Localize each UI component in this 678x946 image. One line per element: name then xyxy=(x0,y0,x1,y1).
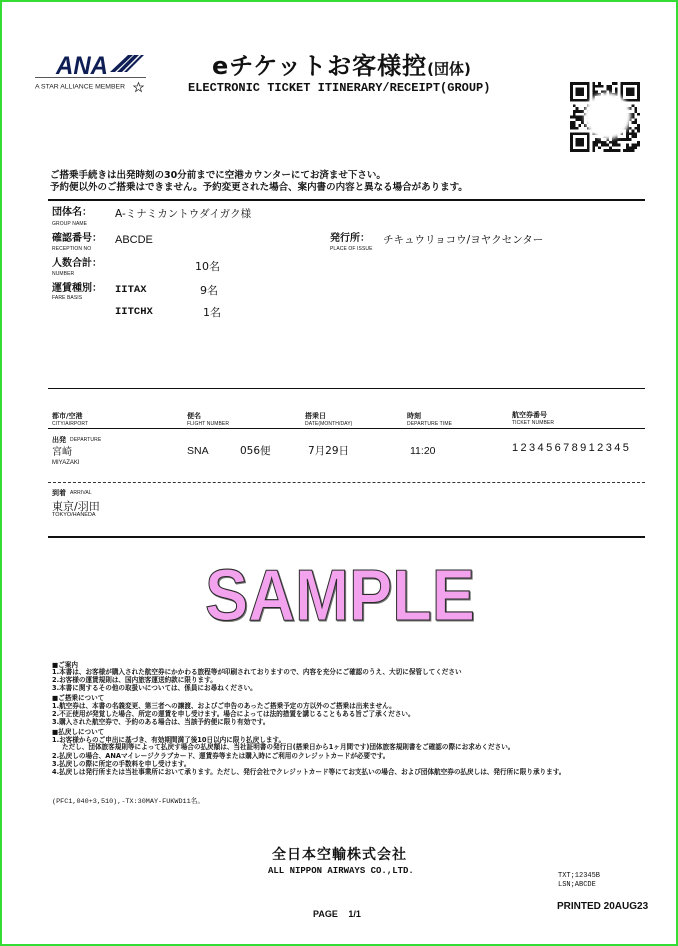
notice-line-2: 予約便以外のご搭乗はできません。予約変更された場合、案内書の内容と異なる場合があります。 xyxy=(50,182,468,193)
divider-bottom xyxy=(48,536,645,538)
notes-refund-line-4: 4.払戻しは発行所または当社事業所において承ります。ただし、発行会社でクレジットカード等にてお支払いの場合、および団体航空券の払戻しは、発行所に限り承ります。 xyxy=(52,768,566,776)
number-value: 10名 xyxy=(195,259,220,273)
departure-city-en: MIYAZAKI xyxy=(52,460,80,466)
col-header-time-en: DEPARTURE TIME xyxy=(407,420,453,427)
txt-code: TXT;12345B xyxy=(558,871,601,880)
col-header-city: 都市/空港 xyxy=(52,411,83,420)
notes-info-line-3: 3.本書に関するその他の取扱いについては、係員にお尋ねください。 xyxy=(52,684,257,692)
document-title xyxy=(212,54,471,78)
col-header-ticket: 航空券番号 xyxy=(512,410,547,419)
ana-wing-mark xyxy=(110,55,144,72)
company-name-en: ALL NIPPON AIRWAYS CO.,LTD. xyxy=(268,865,414,876)
notes-refund-line-3: 3.払戻しの際に所定の手数料を申し受けます。 xyxy=(52,760,191,768)
notes-info-line-1: 1.本書は、お客様が購入された航空券にかかわる旅程等が印刷されておりますので、内容を充分にご確認のうえ、大切に保管してください xyxy=(52,668,462,676)
ana-logo xyxy=(34,50,150,96)
fare-basis-count-2: 1名 xyxy=(203,305,221,319)
group-name-label: 団体名： xyxy=(52,207,92,218)
title-english: ELECTRONIC TICKET ITINERARY/RECEIPT(GROUP) xyxy=(188,81,491,95)
notes-refund-line-1: 1.お客様からのご申出に基づき、有効期間満了後10日以内に限り払戻します。 xyxy=(52,736,286,744)
notes-refund-line-1b: ただし、団体旅客規則等によって払戻す場合の払戻額は、当社証明書の発行日(搭乗日から1ヶ月間です)団体旅客規則書をご確認の際にお求めください。 xyxy=(62,743,515,751)
table-header-line xyxy=(48,428,645,429)
col-header-date-en: DATE(MONTH/DAY) xyxy=(305,420,353,427)
company-name-ja: 全日本空輸株式会社 xyxy=(272,847,407,863)
notes-refund-line-2: 2.払戻しの場合、ANAマイレージクラブカード、運賃券等または購入時にご利用のクレジットカードが必要です。 xyxy=(52,752,390,760)
number-label-en: NUMBER xyxy=(52,271,75,277)
title-main: eチケットお客様控 xyxy=(212,52,428,80)
flight-number: 056便 xyxy=(240,445,271,457)
fare-basis-code-1: IITAX xyxy=(115,284,147,296)
arrival-city: 東京/羽田 xyxy=(52,499,100,513)
segment-divider xyxy=(48,482,645,483)
place-of-issue-value: チキュウリョコウ/ヨヤクセンター xyxy=(383,234,544,246)
notice-line-1: ご搭乗手続きは出発時刻の30分前までに空港カウンターにてお済ませ下さい。 xyxy=(50,170,386,181)
qr-privacy-blur xyxy=(584,93,630,139)
arrival-city-en: TOKYO/HANEDA xyxy=(52,512,96,518)
fare-basis-label-en: FARE BASIS xyxy=(52,295,83,301)
reception-no-value: ABCDE xyxy=(115,233,153,246)
fare-basis-count-1: 9名 xyxy=(200,283,218,297)
sample-text: SAMPLE xyxy=(205,556,475,636)
col-header-city-en: CITY/AIRPORT xyxy=(52,420,89,427)
place-of-issue-label: 発行所： xyxy=(330,233,370,244)
number-label: 人数合計： xyxy=(52,258,102,269)
departure-city: 宮崎 xyxy=(52,447,72,458)
reception-no-label-en: RECEPTION NO xyxy=(52,246,92,252)
col-header-time: 時刻 xyxy=(407,411,421,420)
notes-boarding-line-3: 3.購入された航空券で、予約のある場合は、当該予約便に限り有効です。 xyxy=(52,718,270,726)
notes-info-line-2: 2.お客様の運賃規則は、国内旅客運送約款に限ります。 xyxy=(52,676,217,684)
sample-watermark xyxy=(198,556,488,636)
departure-label-en: DEPARTURE xyxy=(70,437,102,443)
star-alliance-icon xyxy=(134,83,144,92)
departure-time: 11:20 xyxy=(410,445,436,457)
fare-calculation: (PFC1,040+3,510),-TX:30MAY-FUKWD11名。 xyxy=(52,797,205,806)
carrier-code: SNA xyxy=(187,445,209,457)
lsn-code: LSN;ABCDE xyxy=(558,880,596,889)
group-name-value: A-ミナミカントウダイガク様 xyxy=(115,208,252,220)
flight-date: 7月29日 xyxy=(308,445,350,457)
reception-no-label: 確認番号： xyxy=(52,233,102,244)
notes-heading-info: ■ご案内 xyxy=(52,661,79,669)
fare-basis-code-2: IITCHX xyxy=(115,306,153,318)
notes-boarding-line-2: 2.不正使用が発覚した場合、所定の運賃を申し受けます。場合によっては法的措置を講じることもある旨ご了承ください。 xyxy=(52,710,415,718)
ticket-number: 12345678912345 xyxy=(512,441,632,454)
departure-label: 出発 xyxy=(52,435,66,444)
ana-logo-text: ANA xyxy=(55,52,108,80)
printed-date: PRINTED 20AUG23 xyxy=(557,901,649,912)
group-name-label-en: GROUP NAME xyxy=(52,220,88,227)
title-sub: (団体) xyxy=(427,60,471,78)
fare-basis-label: 運賃種別： xyxy=(52,283,102,294)
place-of-issue-label-en: PLACE OF ISSUE xyxy=(330,246,373,252)
col-header-ticket-en: TICKET NUMBER xyxy=(512,419,555,426)
page-number: PAGE 1/1 xyxy=(313,908,361,919)
divider-middle xyxy=(48,388,645,389)
notes-heading-refund: ■払戻しについて xyxy=(52,728,105,736)
notes-heading-boarding: ■ご搭乗について xyxy=(52,694,105,702)
divider-top xyxy=(48,199,645,201)
notes-boarding-line-1: 1.航空券は、本書の名義変更、第三者への譲渡、およびご申告のあったご搭乗予定の方以外のご搭乗は出来ません。 xyxy=(52,702,396,710)
col-header-flight: 便名 xyxy=(187,411,201,420)
arrival-label-en: ARRIVAL xyxy=(70,490,92,496)
qr-code xyxy=(570,82,640,152)
col-header-flight-en: FLIGHT NUMBER xyxy=(187,420,230,427)
arrival-label: 到着 xyxy=(52,488,66,497)
star-alliance-text: A STAR ALLIANCE MEMBER xyxy=(35,84,126,91)
col-header-date: 搭乗日 xyxy=(305,411,326,420)
